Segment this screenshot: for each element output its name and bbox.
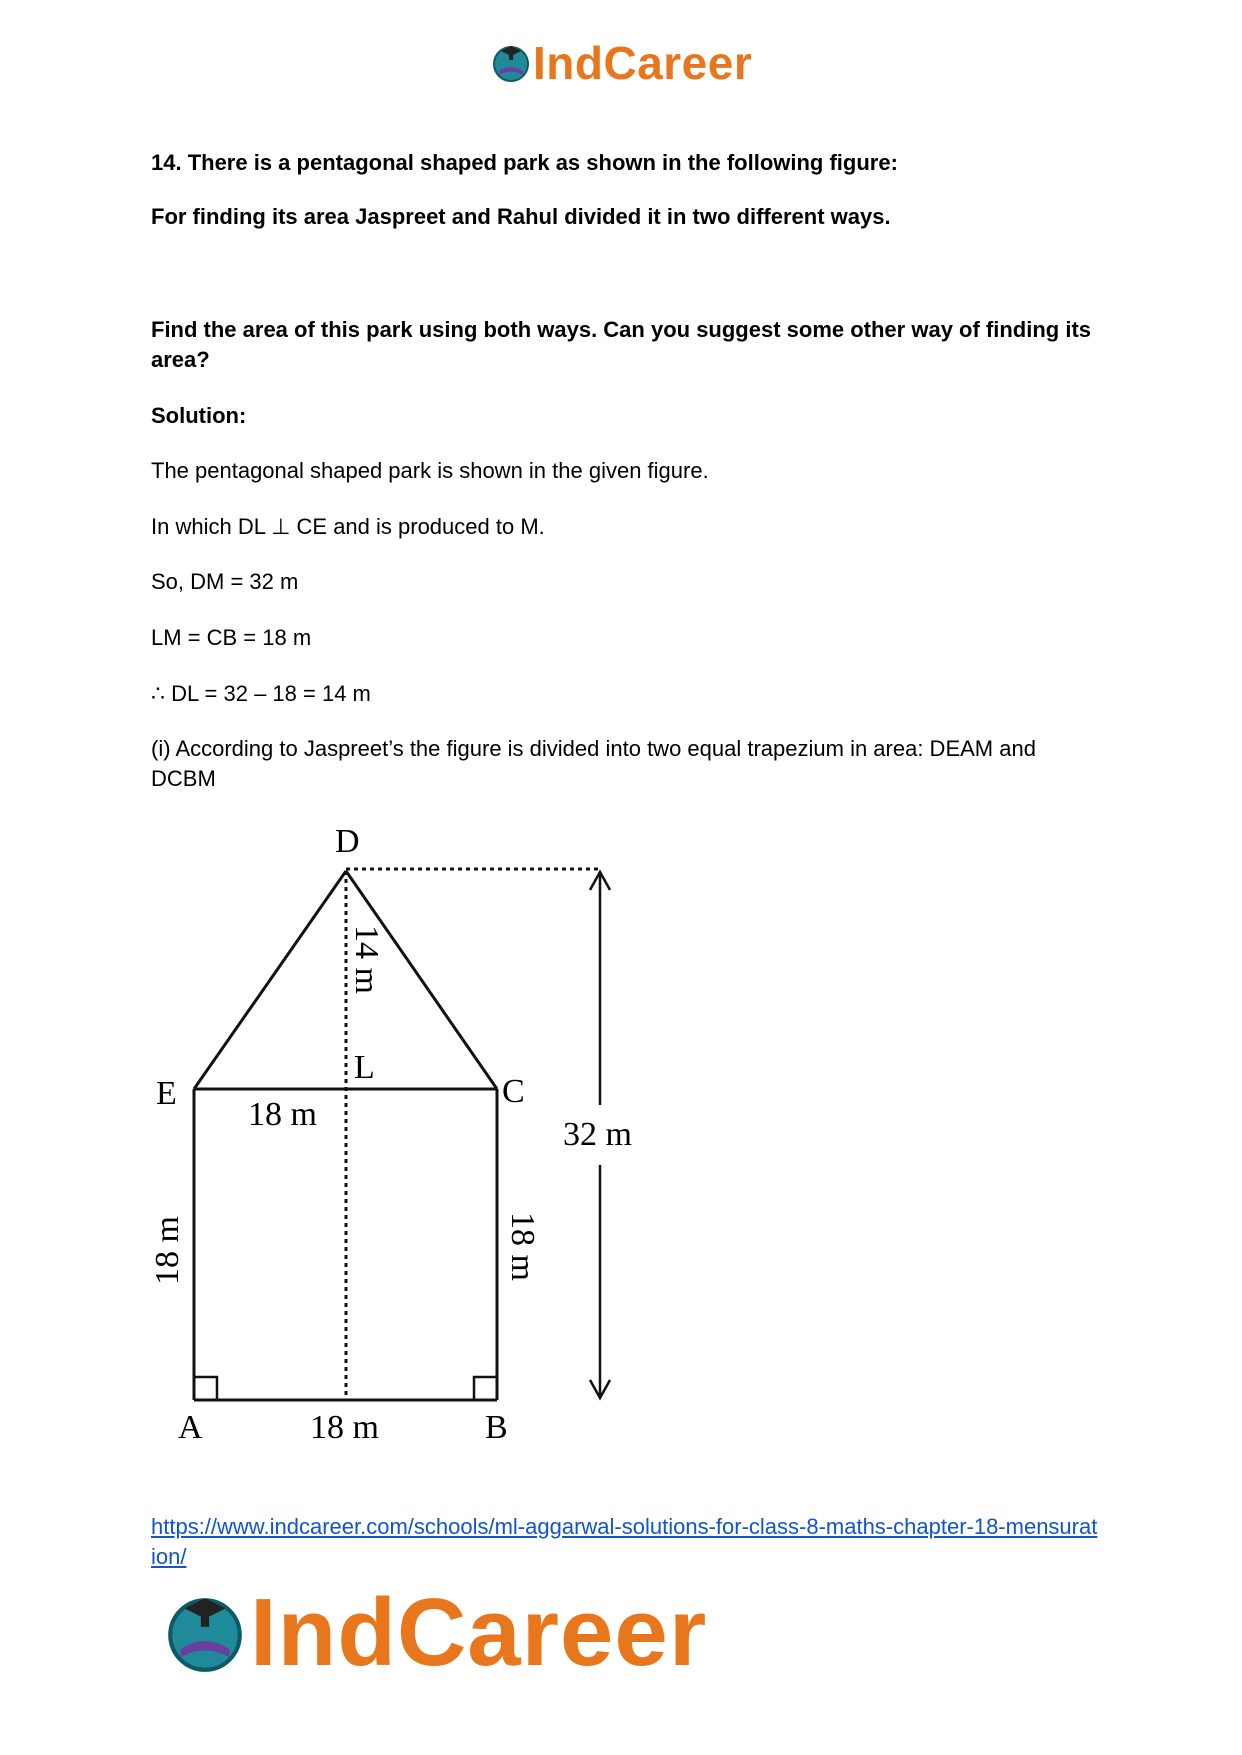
- brand-name: IndCareer: [533, 37, 753, 89]
- pentagon-figure: [140, 820, 660, 1465]
- solution-line: (i) According to Jaspreet’s the figure is divided into two equal trapezium in area: DEAM and DCBM: [151, 736, 1036, 791]
- vertex-label-b: B: [485, 1409, 508, 1446]
- measure-bc: 18 m: [504, 1212, 541, 1281]
- globe-book-icon: [160, 1588, 250, 1678]
- brand-logo-bottom: [160, 1579, 708, 1686]
- brand-logo-top: [489, 37, 753, 89]
- question-line-3: Find the area of this park using both ways. Can you suggest some other way of finding its area?: [151, 317, 1092, 372]
- vertex-label-c: C: [502, 1073, 525, 1110]
- question-line-1: 14. There is a pentagonal shaped park as shown in the following figure:: [151, 150, 898, 175]
- brand-name: IndCareer: [250, 1579, 708, 1686]
- pentagon-diagram: [140, 820, 660, 1460]
- solution-line: ∴ DL = 32 – 18 = 14 m: [151, 681, 371, 706]
- vertex-label-d: D: [335, 823, 360, 860]
- measure-ab: 18 m: [310, 1409, 379, 1446]
- solution-line: In which DL ⊥ CE and is produced to M.: [151, 514, 545, 539]
- measure-el: 18 m: [248, 1096, 317, 1133]
- globe-book-icon: [489, 41, 533, 85]
- vertex-label-e: E: [156, 1075, 177, 1112]
- question-line-2: For finding its area Jaspreet and Rahul divided it in two different ways.: [151, 204, 891, 229]
- measure-height: 32 m: [563, 1116, 632, 1153]
- source-link[interactable]: https://www.indcareer.com/schools/ml-aggarwal-solutions-for-class-8-maths-chapter-18-mensuration/: [151, 1514, 1098, 1569]
- solution-line: LM = CB = 18 m: [151, 625, 312, 650]
- solution-line: The pentagonal shaped park is shown in the given figure.: [151, 458, 709, 483]
- solution-line: So, DM = 32 m: [151, 569, 299, 594]
- vertex-label-a: A: [178, 1409, 203, 1446]
- vertex-label-l: L: [354, 1049, 375, 1086]
- solution-heading: Solution:: [151, 403, 247, 428]
- measure-dl: 14 m: [348, 925, 385, 994]
- measure-ae: 18 m: [149, 1216, 186, 1285]
